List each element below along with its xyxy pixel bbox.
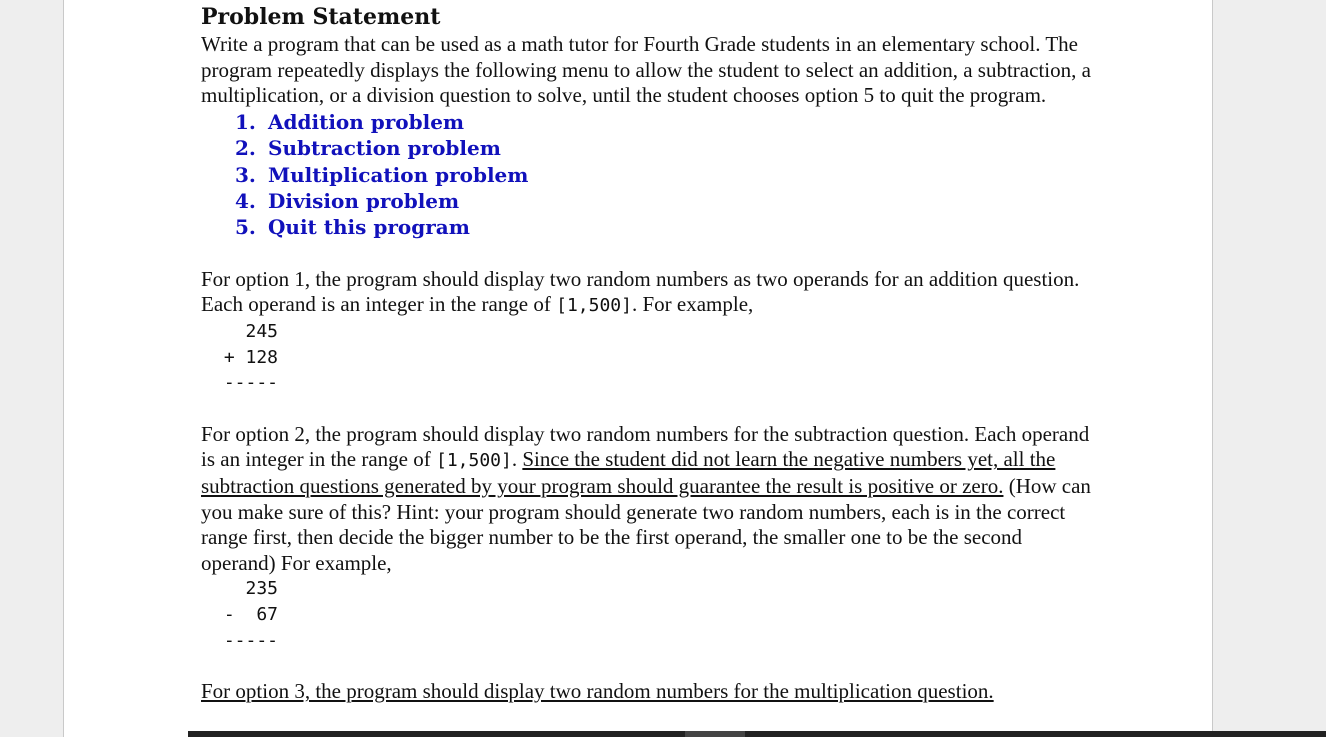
option1-text: For option 1, the program should display two random numbers as two operands for an addition question. Each operand is an integer in the range of (201, 266, 1080, 317)
menu-item (235, 162, 1101, 188)
menu-item-number: 5. (235, 215, 256, 240)
scrollbar-thumb[interactable] (685, 731, 745, 737)
menu-list (201, 109, 1101, 241)
example-line: 245 (213, 321, 279, 342)
spacer (201, 241, 1101, 267)
option2-underlined-text: Since the student did not learn the negative numbers yet, all the subtraction questions generated by your program should guarantee the result is positive or zero. (201, 447, 1056, 498)
intro-paragraph: Write a program that can be used as a math tutor for Fourth Grade students in an elementary school. The program repeatedly displays the following menu to allow the student to select an addition, a subtraction, a multiplication, or a division question to solve, until the student chooses option 5 to quit the program. (201, 32, 1091, 108)
spacer (201, 396, 1101, 422)
menu-item (235, 214, 1101, 240)
menu-item (235, 135, 1101, 161)
example-line: ----- (213, 629, 279, 651)
menu-item-label: Addition problem (268, 109, 465, 134)
option2-text-mid: . (511, 447, 523, 472)
document-content (201, 2, 1101, 705)
menu-item-label: Division problem (268, 189, 460, 213)
option1-paragraph (201, 267, 1101, 319)
menu-item-number: 2. (235, 136, 256, 161)
option3-paragraph: For option 3, the program should display two random numbers for the multiplication question. (201, 679, 994, 704)
page-title: Problem Statement (201, 4, 441, 30)
option1-text-end: . For example, (631, 292, 754, 317)
menu-item-label: Quit this program (268, 215, 470, 240)
example-line: 235 (213, 578, 279, 600)
menu-item (235, 109, 1101, 135)
document-page (63, 0, 1213, 737)
spacer (201, 653, 1101, 679)
subtraction-example (201, 576, 1101, 653)
horizontal-scrollbar[interactable] (188, 731, 1326, 737)
menu-item (235, 188, 1101, 214)
option2-paragraph (201, 422, 1101, 577)
option2-text-end: (How can you make sure of this? Hint: your program should generate two random numbers, each is in the correct range first, then decide the bigger number to be the first operand, the smaller one to be the second operand) For example, (201, 473, 1091, 575)
addition-example (201, 319, 1101, 396)
menu-item-label: Subtraction problem (268, 136, 501, 161)
option2-text: For option 2, the program should display two random numbers for the subtraction question. Each operand is an integer in the range of (201, 421, 1090, 472)
example-line: ----- (213, 372, 279, 394)
menu-item-label: Multiplication problem (268, 162, 529, 187)
option1-range: [1,500] (556, 295, 632, 317)
example-line: + 128 (213, 346, 279, 368)
option2-range: [1,500] (436, 450, 512, 472)
menu-item-number: 4. (235, 189, 256, 213)
menu-item-number: 3. (235, 162, 256, 187)
menu-item-number: 1. (235, 109, 256, 134)
example-line: - 67 (213, 603, 279, 625)
